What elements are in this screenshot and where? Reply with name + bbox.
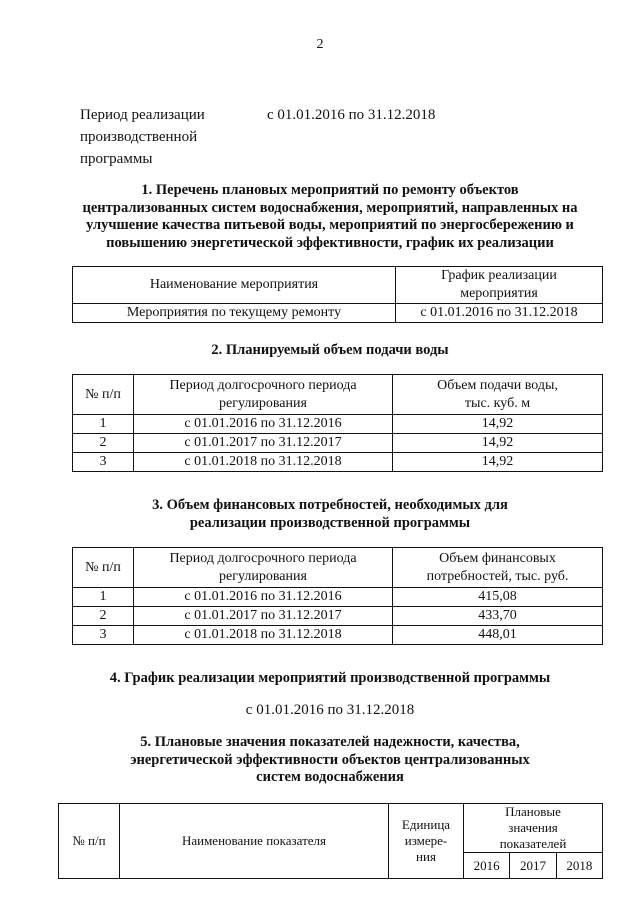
table-header-cell: № п/п bbox=[59, 804, 120, 879]
section5-table bbox=[58, 803, 603, 879]
table-cell: с 01.01.2018 по 31.12.2018 bbox=[134, 453, 393, 472]
table-cell: с 01.01.2016 по 31.12.2016 bbox=[134, 415, 393, 434]
section1-title-line: повышению энергетической эффективности, график их реализации bbox=[106, 234, 554, 251]
table-header-cell: Единица измере- ния bbox=[389, 804, 464, 879]
section5-title-line: энергетической эффективности объектов централизованных bbox=[130, 751, 530, 768]
section1-title-line: централизованных систем водоснабжения, мероприятий, направленных на bbox=[82, 199, 578, 216]
table-header-cell: Период долгосрочного периода регулирования bbox=[134, 375, 393, 415]
section2-table bbox=[72, 374, 603, 472]
table-header-cell: Период долгосрочного периода регулирования bbox=[134, 548, 393, 588]
table-cell: 14,92 bbox=[393, 434, 603, 453]
table-cell: с 01.01.2016 по 31.12.2018 bbox=[396, 304, 603, 323]
section4-period: с 01.01.2016 по 31.12.2018 bbox=[245, 702, 415, 718]
section2-title: 2. Планируемый объем подачи воды bbox=[211, 342, 449, 358]
table-row bbox=[73, 626, 603, 645]
table-cell: 1 bbox=[73, 588, 134, 607]
section3-title-line: 3. Объем финансовых потребностей, необходимых для bbox=[152, 497, 508, 513]
table-header-cell: Плановые значения показателей bbox=[464, 804, 603, 853]
table-row bbox=[73, 453, 603, 472]
table-cell: 433,70 bbox=[393, 607, 603, 626]
table-cell: 2 bbox=[73, 434, 134, 453]
table-cell: 3 bbox=[73, 453, 134, 472]
table-header-cell: Наименование мероприятия bbox=[73, 267, 396, 304]
section5-title bbox=[60, 734, 600, 787]
table-cell: Мероприятия по текущему ремонту bbox=[73, 304, 396, 323]
period-label-line: производственной bbox=[80, 129, 198, 145]
table-cell: 415,08 bbox=[393, 588, 603, 607]
table-row bbox=[73, 588, 603, 607]
section1-table bbox=[72, 266, 603, 323]
table-cell: 3 bbox=[73, 626, 134, 645]
section1-title-line: 1. Перечень плановых мероприятий по ремонту объектов bbox=[141, 182, 519, 198]
section1-title-line: улучшение качества питьевой воды, мероприятий по энергосбережению и bbox=[86, 217, 574, 233]
table-header-cell: № п/п bbox=[73, 548, 134, 588]
table-header-cell: 2017 bbox=[510, 853, 556, 879]
section3-table bbox=[72, 547, 603, 645]
page-number: 2 bbox=[316, 37, 324, 52]
section3-title-line: реализации производственной программы bbox=[189, 514, 471, 531]
table-row bbox=[73, 434, 603, 453]
table-header-cell: 2016 bbox=[464, 853, 510, 879]
table-row bbox=[73, 415, 603, 434]
table-cell: 14,92 bbox=[393, 453, 603, 472]
table-header-cell: Объем подачи воды, тыс. куб. м bbox=[393, 375, 603, 415]
table-cell: 2 bbox=[73, 607, 134, 626]
table-row bbox=[73, 607, 603, 626]
table-header-cell: Наименование показателя bbox=[120, 804, 389, 879]
section1-title bbox=[60, 182, 600, 252]
section5-title-line: систем водоснабжения bbox=[256, 769, 404, 785]
period-label-line: Период реализации bbox=[80, 107, 205, 123]
table-cell: с 01.01.2018 по 31.12.2018 bbox=[134, 626, 393, 645]
section3-title bbox=[60, 497, 600, 532]
table-header-cell: 2018 bbox=[556, 853, 602, 879]
table-cell: с 01.01.2017 по 31.12.2017 bbox=[134, 607, 393, 626]
table-cell: с 01.01.2016 по 31.12.2016 bbox=[134, 588, 393, 607]
section5-title-line: 5. Плановые значения показателей надежности, качества, bbox=[140, 734, 520, 750]
section4-title: 4. График реализации мероприятий производственной программы bbox=[109, 670, 551, 686]
table-header-cell: № п/п bbox=[73, 375, 134, 415]
period-value: с 01.01.2016 по 31.12.2018 bbox=[267, 107, 436, 123]
table-cell: с 01.01.2017 по 31.12.2017 bbox=[134, 434, 393, 453]
table-header-cell: График реализации мероприятия bbox=[396, 267, 603, 304]
table-cell: 1 bbox=[73, 415, 134, 434]
table-cell: 448,01 bbox=[393, 626, 603, 645]
table-cell: 14,92 bbox=[393, 415, 603, 434]
table-header-cell: Объем финансовых потребностей, тыс. руб. bbox=[393, 548, 603, 588]
period-label bbox=[80, 104, 250, 170]
period-label-line: программы bbox=[80, 151, 153, 167]
